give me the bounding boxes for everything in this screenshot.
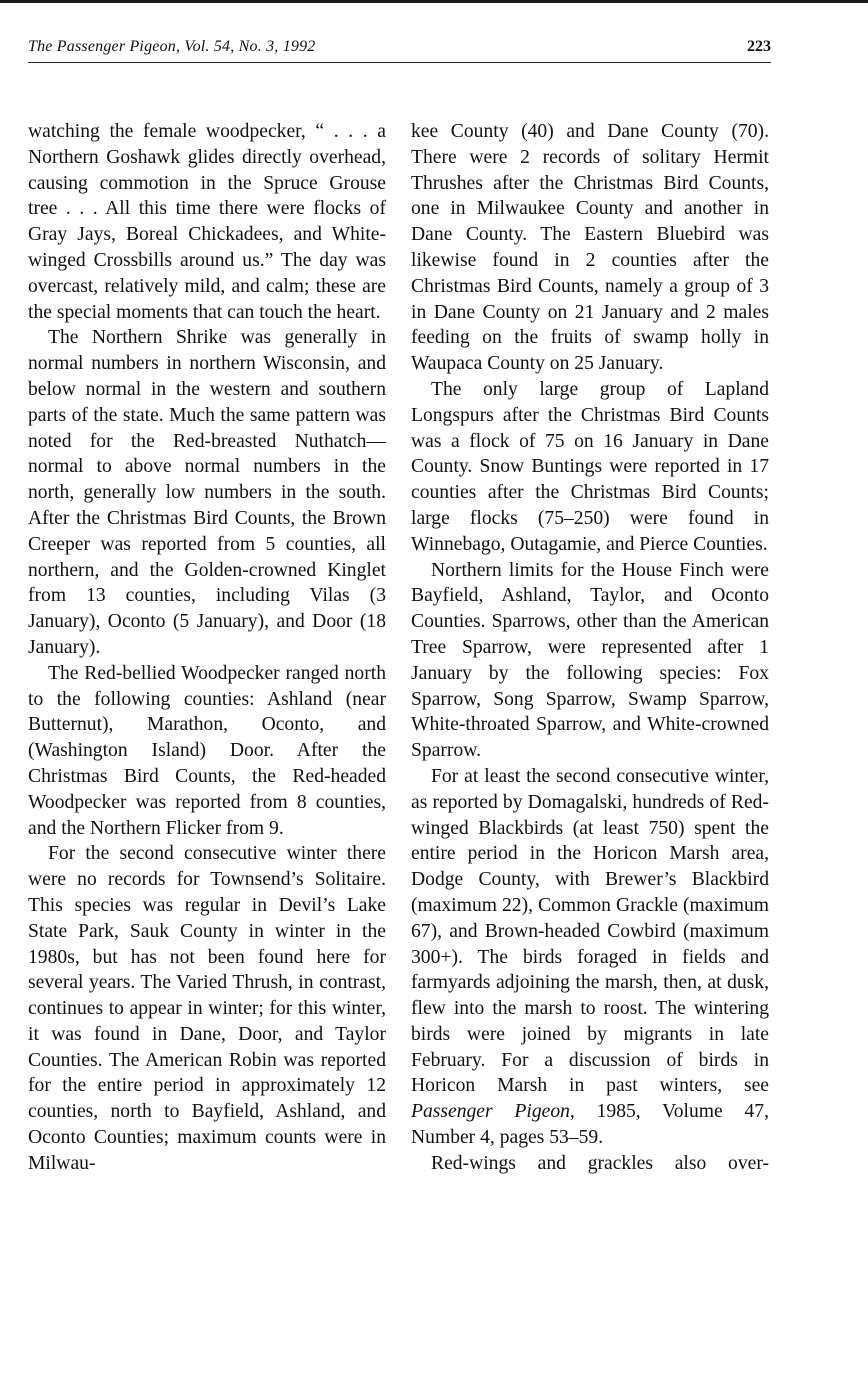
journal-title: The Passenger Pigeon, Vol. 54, No. 3, 1992	[28, 38, 316, 55]
horicon-text-after: 1985, Volume 47, Number 4, pages 53–59.	[411, 1101, 769, 1149]
paragraph-lapland-longspur: The only large group of Lapland Longspurs after the Christmas Bird Counts was a flock of 75 on 16 January in Dane County. Snow Buntings were reported in 17 counties after the Christmas Bird Counts; large flocks (75–250) were found in Winnebago, Outagamie, and Pierce Counties.	[411, 378, 769, 555]
paragraph-northern-shrike: The Northern Shrike was generally in normal numbers in northern Wisconsin, and below normal in the western and southern parts of the state. Much the same pattern was noted for the Red-breasted Nuthatch—normal to above normal numbers in the north, generally low numbers in the south. After the Christmas Bird Counts, the Brown Creeper was reported from 5 counties, all northern, and the Golden-crowned Kinglet from 13 counties, including Vilas (3 January), Oconto (5 January), and Door (18 January).	[28, 327, 386, 658]
paragraph-house-finch-sparrows: Northern limits for the House Finch were Bayfield, Ashland, Taylor, and Oconto Counties. Sparrows, other than the American Tree Sparrow, were represented after 1 January by the following species: Fox Sparrow, Song Sparrow, Swamp Sparrow, White-throated Sparrow, and White-crowned Sparrow.	[411, 559, 769, 762]
journal-citation: Passenger Pigeon,	[411, 1101, 575, 1123]
paragraph-redwings-grackles: Red-wings and grackles also over-	[431, 1152, 769, 1174]
running-header	[28, 36, 771, 63]
paragraph-red-bellied-woodpecker: The Red-bellied Woodpecker ranged north to the following counties: Ashland (near Butternut), Marathon, Oconto, and (Washington Island) Door. After the Christmas Bird Counts, the Red-headed Woodpecker was reported from 8 counties, and the Northern Flicker from 9.	[28, 662, 386, 839]
right-column	[411, 119, 769, 1177]
paragraph-goshawk-quote: watching the female woodpecker, “ . . . a Northern Goshawk glides directly overhead, causing commotion in the Spruce Grouse tree . . . All this time there were flocks of Gray Jays, Boreal Chickadees, and White-winged Crossbills around us.” The day was overcast, relatively mild, and calm; these are the special moments that can touch the heart.	[28, 121, 386, 323]
page-number: 223	[747, 38, 771, 55]
horicon-text-before: For at least the second consecutive winter, as reported by Domagalski, hundreds of Red-winged Blackbirds (at least 750) spent the entire period in the Horicon Marsh area, Dodge County, with Brewer’s Blackbird (maximum 22), Common Grackle (maximum 67), and Brown-headed Cowbird (maximum 300+). The birds foraged in fields and farmyards adjoining the marsh, then, at dusk, flew into the marsh to roost. The wintering birds were joined by migrants in late February. For a discussion of birds in Horicon Marsh in past winters, see	[411, 765, 769, 1097]
paragraph-townsends-solitaire: For the second consecutive winter there were no records for Townsend’s Solitaire. This species was regular in Devil’s Lake State Park, Sauk County in winter in the 1980s, but has not been found here for several years. The Varied Thrush, in contrast, continues to appear in winter; for this winter, it was found in Dane, Door, and Taylor Counties. The American Robin was reported for the entire period in approximately 12 counties, north to Bayfield, Ashland, and Oconto Counties; maximum counts were in Milwau-	[28, 843, 386, 1174]
top-border-rule	[0, 0, 868, 3]
paragraph-hermit-thrush-bluebird: kee County (40) and Dane County (70). There were 2 records of solitary Hermit Thrushes after the Christmas Bird Counts, one in Milwaukee County and another in Dane County. The Eastern Bluebird was likewise found in 2 counties after the Christmas Bird Counts, namely a group of 3 in Dane County on 21 January and 2 males feeding on the fruits of swamp holly in Waupaca County on 25 January.	[411, 121, 769, 375]
paragraph-horicon-blackbirds	[411, 764, 769, 1151]
left-column	[28, 119, 386, 1177]
